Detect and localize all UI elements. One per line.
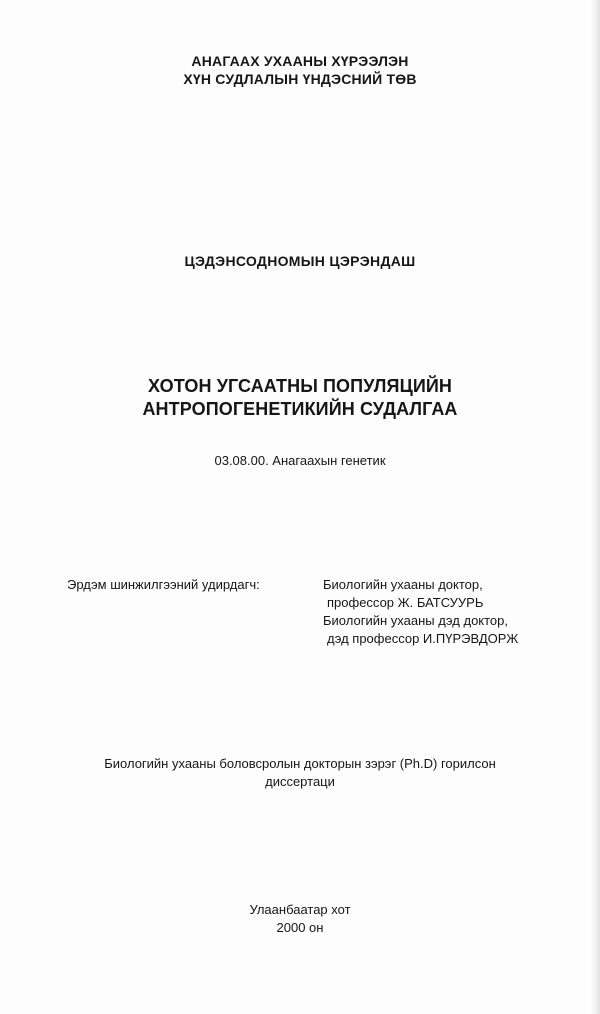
place-year: 2000 он bbox=[276, 920, 324, 935]
place-and-year bbox=[0, 901, 600, 937]
author-name: ЦЭДЭНСОДНОМЫН ЦЭРЭНДАШ bbox=[184, 253, 416, 269]
place-city: Улаанбаатар хот bbox=[249, 902, 351, 917]
supervisor-line-1: Биологийн ухааны доктор, bbox=[323, 577, 483, 592]
institution-heading bbox=[0, 52, 600, 88]
institution-line-2: ХҮН СУДЛАЛЫН ҮНДЭСНИЙ ТӨВ bbox=[183, 71, 417, 87]
supervisor-line-4: дэд профессор И.ПҮРЭВДОРЖ bbox=[327, 631, 519, 646]
degree-line-1: Биологийн ухааны боловсролын докторын зэрэг (Ph.D) горилсон bbox=[104, 756, 496, 771]
supervisor-line-2: профессор Ж. БАТСУУРЬ bbox=[327, 595, 484, 610]
title-line-2: АНТРОПОГЕНЕТИКИЙН СУДАЛГАА bbox=[142, 399, 458, 419]
supervisor-list bbox=[323, 576, 518, 648]
degree-statement bbox=[0, 755, 600, 791]
specialty-code: 03.08.00. Анагаахын генетик bbox=[214, 453, 386, 468]
scan-edge-shadow bbox=[590, 0, 600, 1014]
supervisor-label: Эрдэм шинжилгээний удирдагч: bbox=[67, 577, 260, 592]
dissertation-title bbox=[0, 375, 600, 421]
title-line-1: ХОТОН УГСААТНЫ ПОПУЛЯЦИЙН bbox=[148, 376, 452, 396]
institution-line-1: АНАГААХ УХААНЫ ХҮРЭЭЛЭН bbox=[191, 53, 409, 69]
degree-line-2: диссертаци bbox=[265, 774, 335, 789]
supervisor-line-3: Биологийн ухааны дэд доктор, bbox=[323, 613, 509, 628]
